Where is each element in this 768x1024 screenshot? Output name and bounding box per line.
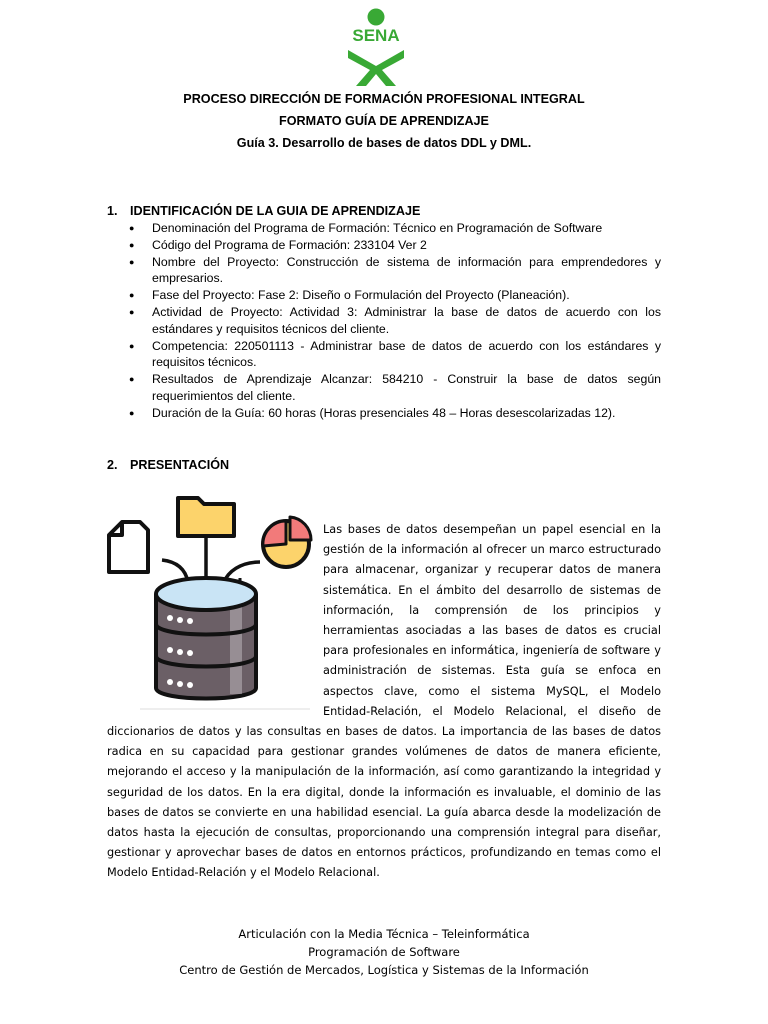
section-1-number: 1. — [107, 204, 118, 218]
section-1-heading — [107, 204, 420, 218]
list-item: ● Actividad de Proyecto: Actividad 3: Administrar la base de datos de acuerdo con los estándares y requisitos técnicos del cliente. — [107, 304, 661, 338]
list-item: ● Resultados de Aprendizaje Alcanzar: 584210 - Construir la base de datos según requerimientos del cliente. — [107, 371, 661, 405]
list-item: ● Código del Programa de Formación: 233104 Ver 2 — [107, 237, 661, 254]
list-item: ● Fase del Proyecto: Fase 2: Diseño o Formulación del Proyecto (Planeación). — [107, 287, 661, 304]
process-title: PROCESO DIRECCIÓN DE FORMACIÓN PROFESIONAL INTEGRAL — [183, 92, 585, 106]
logo-text: SENA — [352, 26, 400, 45]
identification-list — [107, 220, 661, 422]
section-2-heading — [107, 458, 229, 472]
format-title: FORMATO GUÍA DE APRENDIZAJE — [279, 114, 489, 128]
list-item: ● Competencia: 220501113 - Administrar base de datos de acuerdo con los estándares y requisitos técnicos. — [107, 338, 661, 372]
section-1-title: IDENTIFICACIÓN DE LA GUIA DE APRENDIZAJE — [130, 204, 421, 218]
sena-logo — [334, 6, 418, 86]
footer-line-3: Centro de Gestión de Mercados, Logística y Sistemas de la Información — [179, 963, 589, 977]
footer-line-1: Articulación con la Media Técnica – Teleinformática — [238, 927, 530, 941]
presentation-paragraph — [107, 520, 661, 884]
presentation-text: Las bases de datos desempeñan un papel esencial en la gestión de la información al ofrecer un marco estructurado para almacenar, organizar y recuperar datos de manera sistemática. En el ámbito del desarrollo de sistemas de información, la comprensión de los principios y herramientas asociadas a las bases de datos es crucial para profesionales en informática, ingeniería de software y administración de sistemas. Esta guía se enfoca en aspectos clave, como el sistema MySQL, el Modelo Entidad-Relación, el Modelo Relacional, el diseño de diccionarios de datos y las consultas en bases de datos. La importancia de las bases de datos radica en su capacidad para gestionar grandes volúmenes de datos de manera eficiente, mejorando el acceso y la manipulación de la información, así como garantizando la integridad y seguridad de los datos. En la era digital, donde la información es invaluable, el dominio de las bases de datos se convierte en una habilidad esencial. La guía abarca desde la modelización de datos hasta la ejecución de consultas, proporcionando una comprensión integral para diseñar, gestionar y aprovechar bases de datos en entornos prácticos, profundizando en temas como el Modelo Entidad-Relación y el Modelo Relacional. — [107, 523, 661, 880]
footer-line-2: Programación de Software — [308, 945, 460, 959]
list-item: ● Denominación del Programa de Formación: Técnico en Programación de Software — [107, 220, 661, 237]
list-item: ● Nombre del Proyecto: Construcción de sistema de información para emprendedores y empresarios. — [107, 254, 661, 288]
list-item: ● Duración de la Guía: 60 horas (Horas presenciales 48 – Horas desescolarizadas 12). — [107, 405, 661, 422]
section-2-title: PRESENTACIÓN — [130, 458, 230, 472]
section-2-number: 2. — [107, 458, 118, 472]
guide-title: Guía 3. Desarrollo de bases de datos DDL y DML. — [236, 136, 532, 150]
